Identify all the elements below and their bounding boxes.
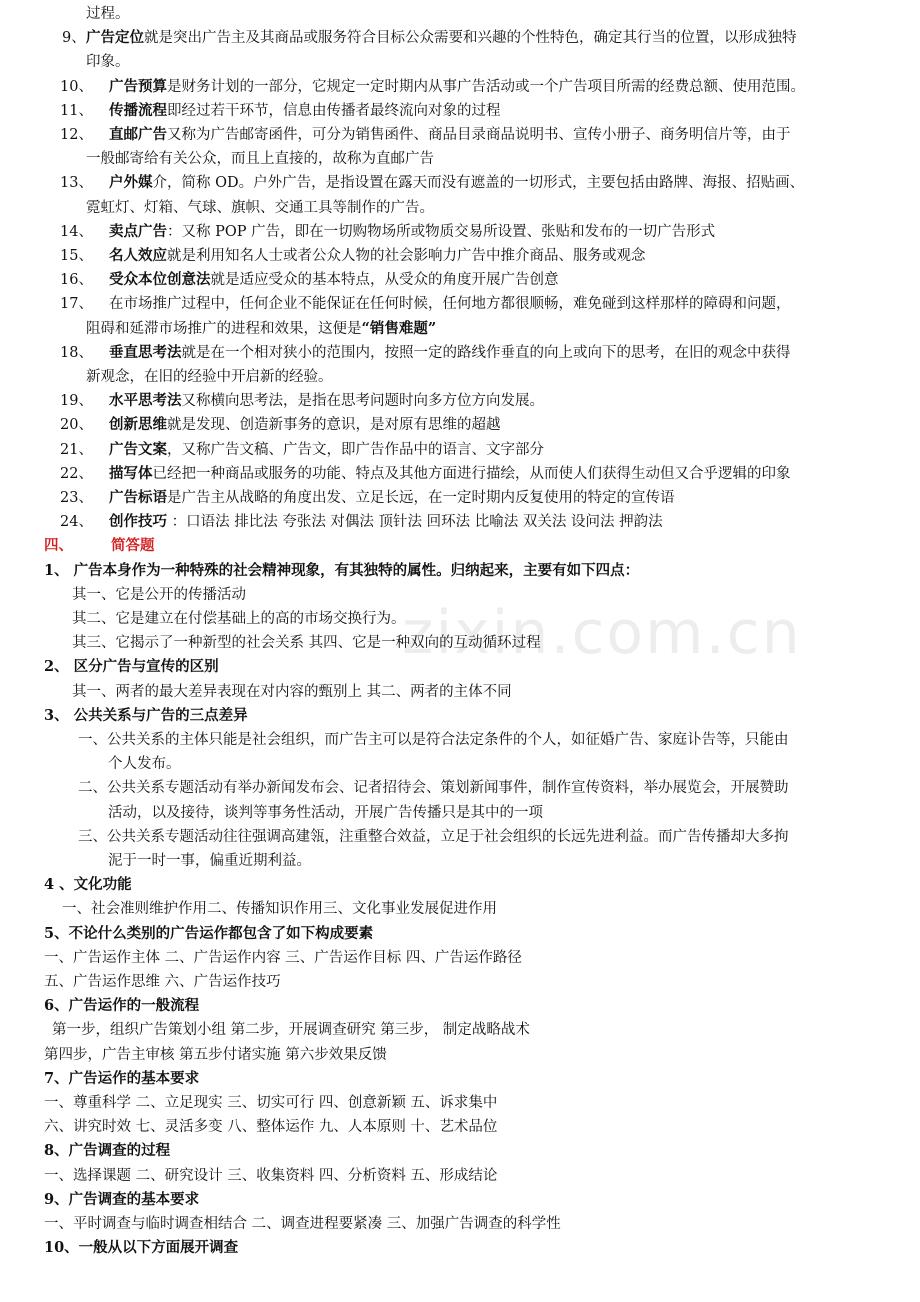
definition-text: 印象。 <box>86 54 130 71</box>
definition-text: 是广告主从战略的角度出发、立足长远，在一定时期内反复使用的特定的宣传语 <box>167 490 675 506</box>
definition-item <box>109 77 805 97</box>
answer-line <box>44 1166 497 1186</box>
definition-term: 直邮广告 <box>109 126 167 143</box>
definition-item <box>109 173 804 193</box>
answer-line <box>72 609 406 629</box>
answer-heading <box>44 924 373 944</box>
answer-line <box>44 948 522 968</box>
answer-line <box>72 633 541 653</box>
answer-line <box>78 827 789 847</box>
definition-continuation <box>86 198 434 218</box>
answer-line <box>78 778 789 798</box>
answer-heading <box>44 875 132 895</box>
definition-text: 是财务计划的一部分，它规定一定时期内从事广告活动或一个广告项目所需的经费总额、使用范围。 <box>167 78 805 95</box>
section-title: 简答题 <box>111 537 155 555</box>
answer-heading-text: 9、广告调查的基本要求 <box>44 1190 200 1208</box>
answer-text: 一、社会准则维护作用二、传播知识作用三、文化事业发展促进作用 <box>62 901 497 918</box>
definition-item <box>86 28 797 48</box>
definition-text: 介，简称 OD。户外广告，是指设置在露天而没有遮盖的一切形式，主要包括由路牌、海报、招贴画、 <box>152 175 805 192</box>
answer-text: 其一、两者的最大差异表现在对内容的甄别上 其二、两者的主体不同 <box>72 683 512 700</box>
answer-text: 一、公共关系的主体只能是社会组织，而广告主可以是符合法定条件的个人，如征婚广告、家庭讣告等，只能由 <box>78 732 789 748</box>
answer-text: 一、尊重科学 二、立足现实 三、切实可行 四、创意新颖 五、诉求集中 <box>44 1095 498 1111</box>
definition-text: 就是突出广告主及其商品或服务符合目标公众需要和兴趣的个性特色，确定其行当的位置，以形成独特 <box>144 30 797 47</box>
definition-text: ：又称 POP 广告，即在一切购物场所或物质交易所设置、张贴和发布的一切广告形式 <box>167 223 716 240</box>
definition-item <box>109 270 559 290</box>
definition-item <box>109 101 501 121</box>
answer-text: 其三、它揭示了一种新型的社会关系 其四、它是一种双向的互动循环过程 <box>72 635 541 652</box>
answer-line <box>44 1093 497 1113</box>
definition-item <box>109 512 663 532</box>
definition-number: 19、 <box>60 393 93 410</box>
definition-text: 在市场推广过程中，任何企业不能保证在任何时候，任何地方都很顺畅，难免碰到这样那样的障碍和问题， <box>109 296 791 313</box>
answer-line <box>78 730 789 750</box>
answer-line <box>62 899 497 919</box>
definition-text: ，又称广告文稿、广告文，即广告作品中的语言、文字部分 <box>167 441 544 458</box>
answer-text: 其一、它是公开的传播活动 <box>72 586 246 603</box>
definition-number: 16、 <box>60 272 93 289</box>
definition-text: 即经过若干环节，信息由传播者最终流向对象的过程 <box>167 102 501 119</box>
definition-text: 就是在一个相对狭小的范围内，按照一定的路线作垂直的向上或向下的思考，在旧的观念中获得 <box>181 344 791 361</box>
definition-number: 23、 <box>60 490 93 506</box>
definition-number: 10、 <box>60 78 93 95</box>
answer-text: 三、公共关系专题活动往往强调高建瓴，注重整合效益，立足于社会组织的长远先进利益。而广告传播却大多拘 <box>78 828 789 845</box>
watermark: zixin.com.cn <box>402 598 802 668</box>
answer-heading-text: 7、广告运作的基本要求 <box>44 1069 200 1087</box>
definition-continuation <box>86 319 436 339</box>
answer-heading-text: 3、 公共关系与广告的三点差异 <box>44 706 248 724</box>
answer-text: 一、广告运作主体 二、广告运作内容 三、广告运作目标 四、广告运作路径 <box>44 949 522 966</box>
definition-number: 21、 <box>60 441 93 458</box>
definition-text: 阻碍和延滞市场推广的进程和效果，这便是 <box>86 320 362 337</box>
answer-heading-text: 8、广告调查的过程 <box>44 1142 171 1160</box>
definition-item <box>109 415 501 435</box>
answer-text: 二、公共关系专题活动有举办新闻发布会、记者招待会、策划新闻事件，制作宣传资料，举办展览会，开展赞助 <box>78 780 789 797</box>
definition-text: 就是发现、创造新事务的意识，是对原有思维的超越 <box>167 417 501 434</box>
answer-line <box>44 1045 387 1065</box>
definition-term: 名人效应 <box>109 247 167 264</box>
definition-term: 垂直思考法 <box>109 343 182 361</box>
definition-term: 卖点广告 <box>109 222 167 240</box>
definition-text: 一般邮寄给有关公众，而且上直接的，故称为直邮广告 <box>86 151 434 168</box>
definition-term: 描写体 <box>109 464 153 482</box>
definition-item <box>109 246 646 266</box>
definition-text: 新观念，在旧的经验中开启新的经验。 <box>86 369 333 385</box>
definition-number: 18、 <box>60 344 93 361</box>
answer-line <box>72 585 246 605</box>
definition-item <box>109 343 791 363</box>
definition-term: 传播流程 <box>109 101 167 119</box>
definition-term: 创新思维 <box>109 416 167 434</box>
definition-number: 20、 <box>60 417 93 434</box>
answer-text: 活动，以及接待，谈判等事务性活动，开展广告传播只是其中的一项 <box>108 804 543 821</box>
answer-heading <box>44 1069 199 1089</box>
definition-term: 广告文案 <box>109 440 167 458</box>
definition-item <box>109 294 791 314</box>
answer-heading-text: 6、广告运作的一般流程 <box>44 997 200 1015</box>
definition-item <box>109 391 544 411</box>
answer-text: 其二、它是建立在付偿基础上的高的市场交换行为。 <box>72 611 406 627</box>
answer-line <box>44 972 281 992</box>
answer-line <box>72 682 512 702</box>
answer-heading <box>44 561 639 581</box>
answer-text: 第一步，组织广告策划小组 第二步，开展调查研究 第三步， 制定战略战术 <box>52 1022 530 1039</box>
answer-line <box>108 851 311 871</box>
definition-number: 17、 <box>60 296 93 313</box>
answer-heading-text: 1、 广告本身作为一种特殊的社会精神现象，有其独特的属性。归纳起来，主要有如下四点： <box>44 561 640 579</box>
definition-text: 就是适应受众的基本特点，从受众的角度开展广告创意 <box>210 272 559 289</box>
definition-term: 创作技巧 <box>109 513 167 531</box>
definition-text: 霓虹灯、灯箱、气球、旗帜、交通工具等制作的广告。 <box>86 199 434 216</box>
definition-text: ：口语法 排比法 夸张法 对偶法 顶针法 回环法 比喻法 双关法 设问法 押韵法 <box>167 514 663 531</box>
definition-number: 11、 <box>60 102 93 119</box>
answer-text: 第四步，广告主审核 第五步付诸实施 第六步效果反馈 <box>44 1046 387 1063</box>
answer-text: 个人发布。 <box>108 756 181 773</box>
answer-heading <box>44 706 248 726</box>
definition-item <box>109 222 715 242</box>
definition-continuation <box>86 149 434 169</box>
answer-line <box>52 1020 530 1040</box>
definition-term: 受众本位创意法 <box>109 271 211 289</box>
definition-item <box>109 440 544 460</box>
definition-number: 13、 <box>60 175 93 192</box>
definition-continuation <box>86 52 130 72</box>
answer-heading <box>44 1238 238 1258</box>
definition-term: 广告标语 <box>109 489 167 506</box>
definition-number: 15、 <box>60 248 93 264</box>
definition-item <box>109 125 791 145</box>
answer-heading-text: 4 、文化功能 <box>44 876 132 894</box>
definition-text: 又称为广告邮寄函件，可分为销售函件、商品目录商品说明书、宣传小册子、商务明信片等，由于 <box>167 127 791 143</box>
answer-line <box>108 803 543 823</box>
definition-text: 已经把一种商品或服务的功能、特点及其他方面进行描绘，从而使人们获得生动但又合乎逻辑的印象 <box>152 465 791 482</box>
definition-text: 过程。 <box>86 6 130 22</box>
answer-line <box>108 754 181 774</box>
answer-heading <box>44 1141 170 1161</box>
answer-heading-text: 5、不论什么类别的广告运作都包含了如下构成要素 <box>44 924 374 942</box>
definition-term: 水平思考法 <box>109 392 182 410</box>
answer-text: 一、选择课题 二、研究设计 三、收集资料 四、分析资料 五、形成结论 <box>44 1167 498 1184</box>
definition-number: 22、 <box>60 465 93 482</box>
answer-heading <box>44 996 199 1016</box>
definition-number: 12、 <box>60 127 93 143</box>
section-number: 四、 <box>44 537 73 555</box>
definition-term: 广告预算 <box>109 77 167 95</box>
answer-heading <box>44 1190 199 1210</box>
answer-heading-text: 2、 区分广告与宣传的区别 <box>44 658 219 676</box>
answer-text: 一、平时调查与临时调查相结合 二、调查进程要紧凑 三、加强广告调查的科学性 <box>44 1216 561 1232</box>
definition-text: 就是利用知名人士或者公众人物的社会影响力广告中推介商品、服务或观念 <box>167 248 646 264</box>
definition-number: 14、 <box>60 223 93 240</box>
definition-item <box>109 488 675 508</box>
answer-text: 六、讲究时效 七、灵活多变 八、整体运作 九、人本原则 十、艺术品位 <box>44 1119 498 1136</box>
definition-number: 9、 <box>62 30 86 47</box>
definition-item <box>86 4 130 24</box>
definition-text: 又称横向思考法，是指在思考问题时向多方位方向发展。 <box>181 393 544 410</box>
answer-text: 五、广告运作思维 六、广告运作技巧 <box>44 974 281 990</box>
definition-term: 广告定位 <box>86 29 144 47</box>
answer-heading-text: 10、一般从以下方面展开调查 <box>44 1239 239 1257</box>
answer-heading <box>44 657 219 677</box>
definition-term: “销售难题” <box>361 319 437 337</box>
answer-line <box>44 1214 561 1234</box>
definition-item <box>109 464 791 484</box>
section-heading <box>44 536 155 556</box>
definition-term: 户外媒 <box>109 174 153 192</box>
answer-text: 泥于一时一事，偏重近期利益。 <box>108 853 311 869</box>
answer-line <box>44 1117 497 1137</box>
definition-number: 24、 <box>60 514 93 531</box>
definition-continuation <box>86 367 333 387</box>
